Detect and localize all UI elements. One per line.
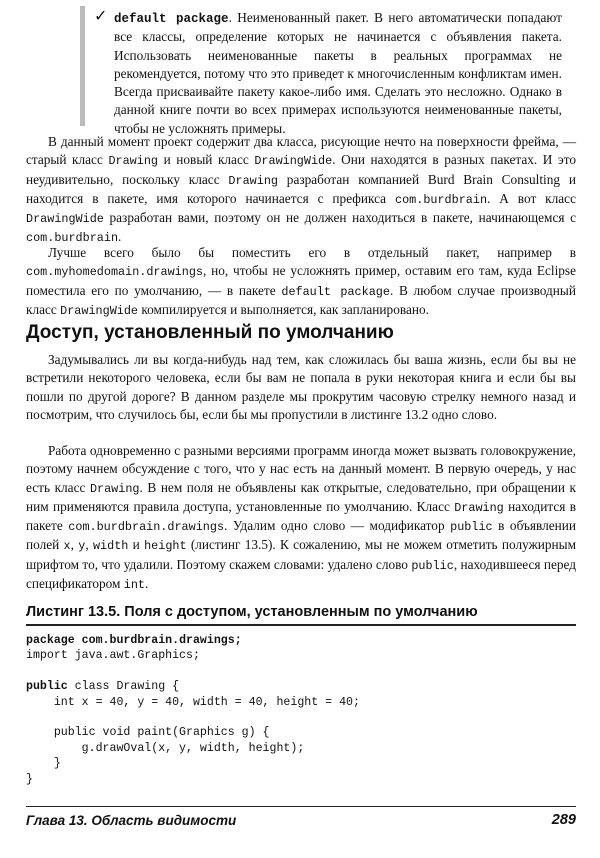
code-inline: DrawingWide xyxy=(26,212,104,227)
code-line: com.burdbrain.drawings; xyxy=(74,634,242,647)
code-inline: DrawingWide xyxy=(60,303,139,318)
text: . xyxy=(118,229,122,245)
paragraph-versions xyxy=(26,442,576,594)
text: В данный момент проект содержит два класса, рисующие нечто на поверхности фрейма, — старый класс xyxy=(26,134,576,168)
text: и новый класс xyxy=(158,152,255,168)
text: . Удалим одно слово — модификатор xyxy=(224,518,451,534)
code-inline: Drawing xyxy=(228,173,278,188)
text: . В любом случае производный класс xyxy=(26,282,576,317)
text: (листинг 13.5). К сожалению, мы не можем отметить полужирным шрифтом то, что удалили. Поэтому скажем словами: удалено слово xyxy=(26,537,577,572)
code-inline: com.myhomedomain.drawings xyxy=(26,265,203,280)
code-listing xyxy=(26,633,576,787)
code-line: g.drawOval(x, y, width, height); xyxy=(26,741,305,755)
text: . xyxy=(145,576,149,592)
code-inline: int xyxy=(123,578,146,593)
paragraph-package-suggestion xyxy=(26,244,576,320)
footer-chapter-title: Глава 13. Область видимости xyxy=(26,813,237,828)
text: , xyxy=(70,537,79,553)
code-inline: com.burdbrain.drawings xyxy=(68,520,225,535)
code-inline: width xyxy=(92,539,129,554)
text: и xyxy=(128,537,145,553)
footer-rule xyxy=(26,806,576,807)
code-inline: Drawing xyxy=(108,154,158,169)
text: Лучше всего было бы поместить его в отдельный пакет, например в xyxy=(48,245,576,260)
code-inline: com.burdbrain xyxy=(395,192,488,207)
text: в объявлении полей xyxy=(26,518,576,553)
code-line: class Drawing { xyxy=(67,680,180,694)
text: , xyxy=(85,537,93,553)
code-inline: public xyxy=(450,520,493,535)
code-inline: y xyxy=(78,539,86,554)
code-inline: Drawing xyxy=(454,500,504,515)
code-line: import java.awt.Graphics; xyxy=(26,649,200,663)
text: . А вот класс xyxy=(487,190,576,206)
section-heading: Доступ, установленный по умолчанию xyxy=(26,322,394,343)
code-inline: com.burdbrain xyxy=(26,231,119,246)
code-inline: DrawingWide xyxy=(254,154,333,169)
code-inline: x xyxy=(63,539,71,554)
tip-sidebar-bar xyxy=(80,6,85,126)
code-line: } xyxy=(26,772,33,786)
listing-title-rule xyxy=(26,624,576,626)
code-inline: height xyxy=(144,539,187,554)
code-line: public void paint(Graphics g) { xyxy=(26,726,270,740)
text: Работа одновременно с разными версиями программ иногда может вызвать головокружение, поэтому начнем обсуждение с того, что у нас есть на данный момент. В первую очередь, у нас есть класс xyxy=(26,443,576,495)
code-inline: default package xyxy=(281,284,390,299)
tip-text xyxy=(114,9,562,138)
code-keyword: package xyxy=(26,634,75,647)
checkmark-icon: ✓ xyxy=(94,8,108,25)
tip-term: default package xyxy=(114,12,229,26)
text: , но, чтобы не усложнять пример, оставим его там, куда Eclipse поместила его по умолчанию, — в пакете xyxy=(26,263,576,298)
code-line: int x = 40, y = 40, width = 40, height = 40; xyxy=(26,695,360,709)
code-inline: Drawing xyxy=(89,481,140,496)
code-line: } xyxy=(26,757,61,771)
text: компилируется и выполняется, как запланировано. xyxy=(138,301,429,317)
paragraph-project-classes xyxy=(26,133,576,248)
text: , находившееся перед спецификатором xyxy=(26,556,577,592)
text: разработан вами, поэтому он не должен находиться в пакете, начинающемся с xyxy=(103,210,576,226)
text: находится в пакете xyxy=(26,498,576,534)
paragraph-intro: Задумывались ли вы когда-нибудь над тем, как сложилась бы ваша жизнь, если бы вы не встретили некоторого человека, если бы вам не попала в руки некоторая книга и если бы вы пошли по другой дороге? В данном разделе мы прокрутим часовую стрелку немного назад и посмотрим, что случилось бы, если бы мы пропустили в листинге 13.2 одно слово. xyxy=(26,352,576,422)
code-inline: public xyxy=(411,558,454,573)
tip-body: . Неименованный пакет. В него автоматически попадают все классы, определение которых не начинается с объявления пакета. Использовать неименованные пакеты в реальных программах не рекомендуется, потому что это приведет к многочисленным конфликтам имен. Всегда присваивайте пакету какое-либо имя. Сделать это несложно. Однако в данной книге почти во всех примерах используются неименованные пакеты, чтобы не усложнять примеры. xyxy=(114,10,562,136)
page-number: 289 xyxy=(551,812,576,828)
tip-box xyxy=(80,6,580,136)
listing-title: Листинг 13.5. Поля с доступом, установленным по умолчанию xyxy=(26,604,478,620)
text: . Они находятся в разных пакетах. И это неудивительно, поскольку класс xyxy=(26,152,576,187)
text: . В нем поля не объявлены как открытые, следовательно, при обращении к ним применяются правила доступа, установленные по умолчанию. Класс xyxy=(26,479,576,514)
text: разработан компанией Burd Brain Consulting и находится в пакете, имя которого начинается с префикса xyxy=(26,171,576,206)
code-keyword: public xyxy=(26,680,68,694)
